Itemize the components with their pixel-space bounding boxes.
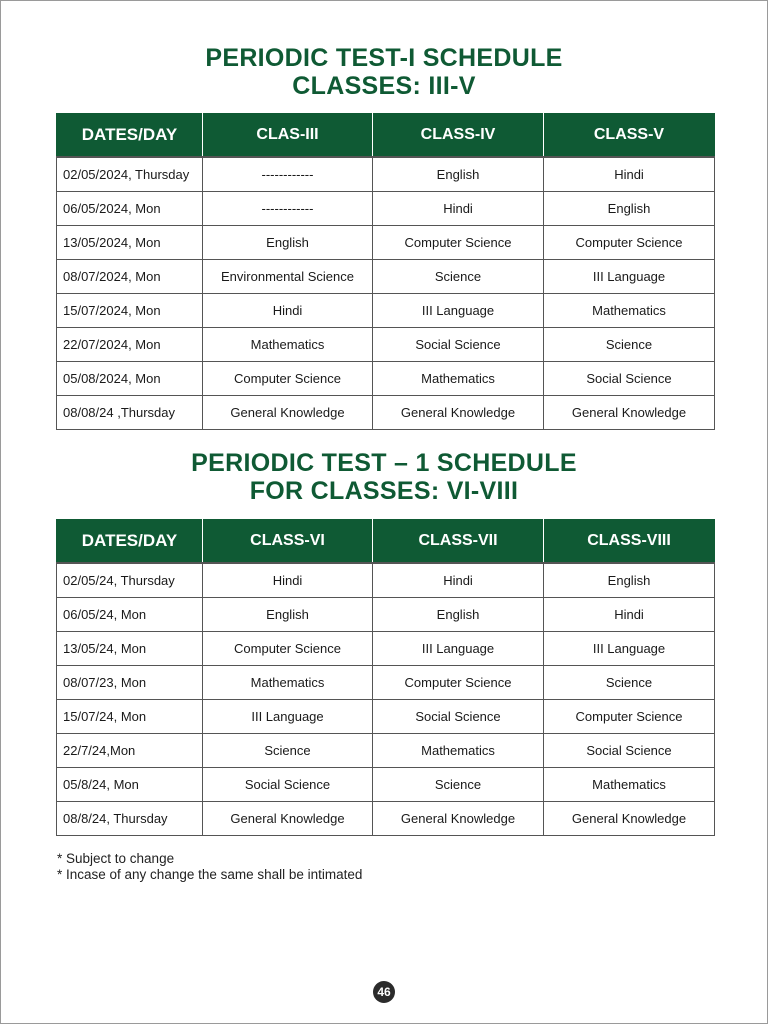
table-row (57, 260, 715, 294)
subject-cell: Mathematics (544, 294, 715, 328)
subject-cell: General Knowledge (373, 802, 544, 836)
subject-cell: Hindi (203, 563, 373, 598)
table-row (57, 192, 715, 226)
subject-cell: Computer Science (544, 226, 715, 260)
date-cell: 06/05/24, Mon (57, 598, 203, 632)
subject-cell: Mathematics (203, 328, 373, 362)
subject-cell: III Language (373, 294, 544, 328)
subject-cell: Social Science (544, 734, 715, 768)
table-header-row (57, 113, 715, 157)
table-row (57, 157, 715, 192)
table-row (57, 563, 715, 598)
subject-cell: Computer Science (373, 666, 544, 700)
date-cell: 02/05/24, Thursday (57, 563, 203, 598)
date-cell: 13/05/2024, Mon (57, 226, 203, 260)
table-row (57, 666, 715, 700)
subject-cell: Computer Science (203, 632, 373, 666)
section1-title-line1: PERIODIC TEST-I SCHEDULE (205, 44, 563, 72)
date-cell: 15/07/24, Mon (57, 700, 203, 734)
subject-cell: General Knowledge (203, 396, 373, 430)
date-cell: 15/07/2024, Mon (57, 294, 203, 328)
subject-cell: English (373, 157, 544, 192)
subject-cell: Science (203, 734, 373, 768)
subject-cell: English (373, 598, 544, 632)
subject-cell: III Language (544, 260, 715, 294)
subject-cell: ------------ (203, 192, 373, 226)
table-row (57, 734, 715, 768)
header-class-iii: CLAS-III (203, 113, 373, 157)
header-class-vi: CLASS-VI (203, 519, 373, 563)
subject-cell: Social Science (203, 768, 373, 802)
schedule-table-classes-iii-v (56, 113, 715, 430)
date-cell: 08/08/24 ,Thursday (57, 396, 203, 430)
section2-title (0, 449, 768, 505)
schedule-table-classes-vi-viii (56, 519, 715, 836)
table-header-row (57, 519, 715, 563)
subject-cell: General Knowledge (544, 802, 715, 836)
subject-cell: Hindi (544, 598, 715, 632)
section1-title (0, 44, 768, 100)
subject-cell: General Knowledge (373, 396, 544, 430)
subject-cell: III Language (544, 632, 715, 666)
header-class-vii: CLASS-VII (373, 519, 544, 563)
date-cell: 08/07/23, Mon (57, 666, 203, 700)
subject-cell: Mathematics (373, 362, 544, 396)
subject-cell: ------------ (203, 157, 373, 192)
table-row (57, 700, 715, 734)
table-row (57, 802, 715, 836)
subject-cell: Mathematics (373, 734, 544, 768)
subject-cell: English (203, 226, 373, 260)
subject-cell: Science (544, 328, 715, 362)
subject-cell: Social Science (373, 700, 544, 734)
subject-cell: Science (373, 768, 544, 802)
footnote-change-intimated: * Incase of any change the same shall be intimated (57, 867, 363, 882)
subject-cell: Social Science (373, 328, 544, 362)
subject-cell: Mathematics (544, 768, 715, 802)
table-row (57, 598, 715, 632)
subject-cell: General Knowledge (544, 396, 715, 430)
subject-cell: Hindi (544, 157, 715, 192)
date-cell: 08/8/24, Thursday (57, 802, 203, 836)
subject-cell: English (203, 598, 373, 632)
subject-cell: Science (373, 260, 544, 294)
subject-cell: Environmental Science (203, 260, 373, 294)
subject-cell: English (544, 563, 715, 598)
section2-title-line1: PERIODIC TEST – 1 SCHEDULE (191, 449, 577, 477)
subject-cell: Computer Science (373, 226, 544, 260)
footnotes (57, 851, 362, 883)
subject-cell: Social Science (544, 362, 715, 396)
table-row (57, 328, 715, 362)
table-row (57, 226, 715, 260)
subject-cell: Science (544, 666, 715, 700)
subject-cell: Hindi (203, 294, 373, 328)
header-class-viii: CLASS-VIII (544, 519, 715, 563)
subject-cell: Hindi (373, 192, 544, 226)
subject-cell: Computer Science (544, 700, 715, 734)
subject-cell: Hindi (373, 563, 544, 598)
header-dates-day: DATES/DAY (57, 113, 203, 157)
subject-cell: Mathematics (203, 666, 373, 700)
header-class-v: CLASS-V (544, 113, 715, 157)
page-number-badge: 46 (373, 981, 395, 1003)
subject-cell: III Language (203, 700, 373, 734)
subject-cell: General Knowledge (203, 802, 373, 836)
table-row (57, 632, 715, 666)
date-cell: 22/07/2024, Mon (57, 328, 203, 362)
table-row (57, 768, 715, 802)
date-cell: 06/05/2024, Mon (57, 192, 203, 226)
table-row (57, 396, 715, 430)
date-cell: 22/7/24,Mon (57, 734, 203, 768)
date-cell: 02/05/2024, Thursday (57, 157, 203, 192)
table-row (57, 362, 715, 396)
section2-title-line2: FOR CLASSES: VI-VIII (249, 477, 519, 505)
date-cell: 05/08/2024, Mon (57, 362, 203, 396)
footnote-subject-to-change: * Subject to change (57, 851, 175, 866)
subject-cell: Computer Science (203, 362, 373, 396)
date-cell: 05/8/24, Mon (57, 768, 203, 802)
date-cell: 08/07/2024, Mon (57, 260, 203, 294)
subject-cell: English (544, 192, 715, 226)
section1-title-line2: CLASSES: III-V (292, 72, 476, 100)
header-dates-day: DATES/DAY (57, 519, 203, 563)
header-class-iv: CLASS-IV (373, 113, 544, 157)
date-cell: 13/05/24, Mon (57, 632, 203, 666)
subject-cell: III Language (373, 632, 544, 666)
table-row (57, 294, 715, 328)
